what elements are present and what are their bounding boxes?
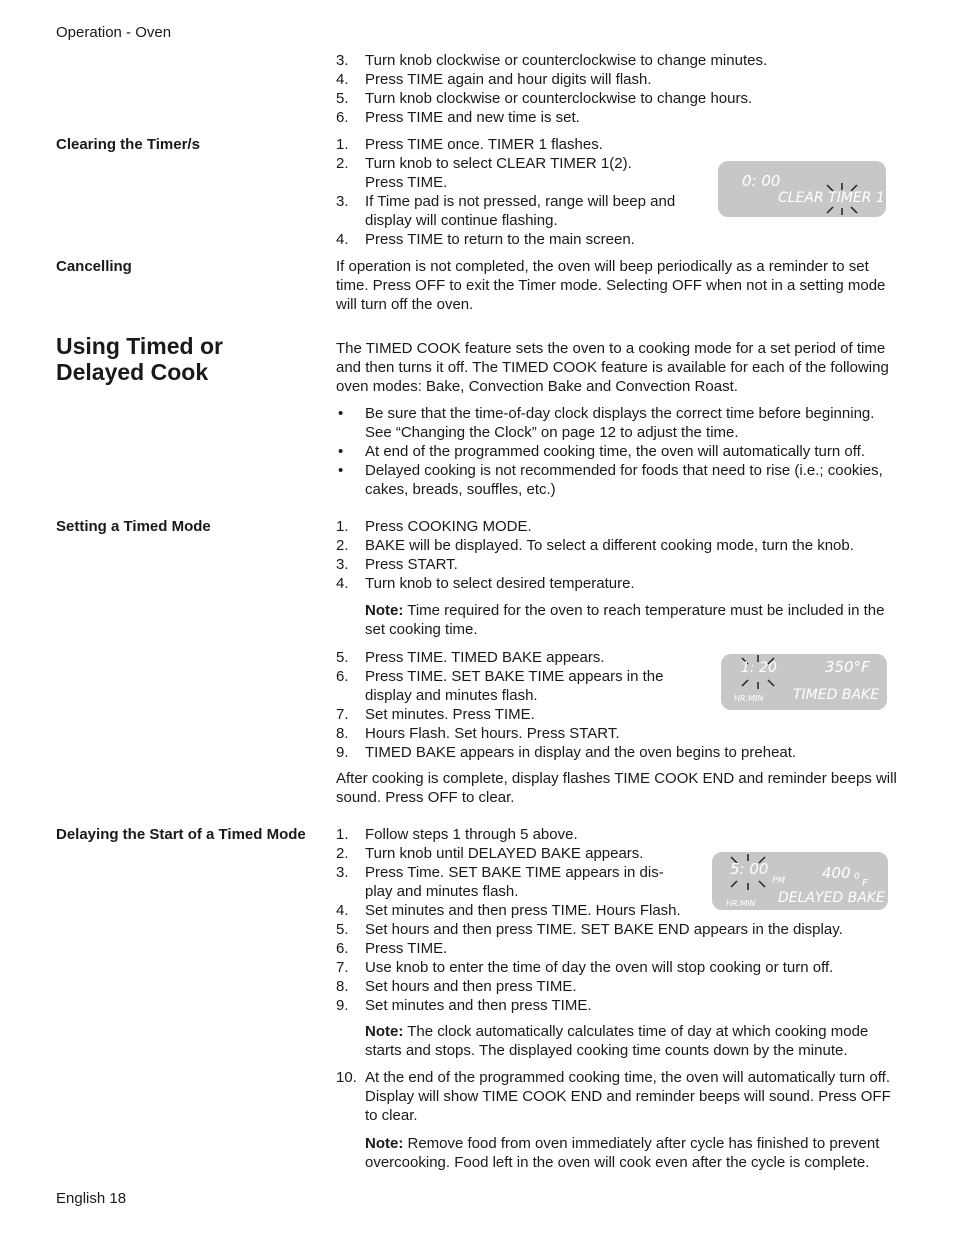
list-item: 3. If Time pad is not pressed, range will beep and display will continue flashing. bbox=[336, 193, 676, 229]
list-item: 4. Press TIME to return to the main screen. bbox=[336, 231, 635, 248]
list-item: 3. Press Time. SET BAKE TIME appears in dis-play and minutes flash. bbox=[336, 864, 664, 900]
clear-timer-display bbox=[718, 161, 886, 217]
timed-intro: The TIMED COOK feature sets the oven to a cooking mode for a set period of time and then turns it off. The TIMED COOK feature is available for each of the following oven modes: Bake, Convection Bake and Convection Roast. bbox=[336, 340, 889, 395]
page-header: Operation - Oven bbox=[56, 24, 172, 41]
page-footer: English 18 bbox=[56, 1190, 127, 1207]
delaying-note-2: Note: Remove food from oven immediately after cycle has finished to prevent overcooking. Food left in the oven will cook even after the cycle is complete. bbox=[365, 1135, 880, 1171]
display-label: TIMED BAKE bbox=[793, 687, 880, 703]
setting-note: Note: Time required for the oven to reach temperature must be included in the set cooking time. bbox=[365, 602, 885, 638]
display-temp: 350°F bbox=[825, 658, 870, 676]
list-item: • Be sure that the time-of-day clock displays the correct time before beginning. See “Changing the Clock” on page 12 to adjust the time. bbox=[338, 405, 875, 441]
list-item: 4. Press TIME again and hour digits will flash. bbox=[336, 71, 652, 88]
list-item: 3. Turn knob clockwise or counterclockwise to change minutes. bbox=[336, 52, 768, 69]
display-pm: PM bbox=[772, 876, 786, 886]
display-fahrenheit: F bbox=[862, 878, 868, 889]
list-item: 7. Set minutes. Press TIME. bbox=[336, 706, 535, 723]
display-label: CLEAR TIMER 1 bbox=[778, 190, 885, 206]
display-unit: HR:MIN bbox=[734, 694, 764, 703]
timed-bullets bbox=[336, 404, 901, 499]
setting-after: After cooking is complete, display flashes TIME COOK END and reminder beeps will sound. Press OFF to clear. bbox=[336, 770, 897, 806]
list-item: 3. Press START. bbox=[336, 556, 458, 573]
timed-bake-display bbox=[721, 654, 887, 710]
list-item: 7. Use knob to enter the time of day the oven will stop cooking or turn off. bbox=[336, 959, 834, 976]
list-item: 8. Hours Flash. Set hours. Press START. bbox=[336, 725, 620, 742]
list-item: 2. Turn knob until DELAYED BAKE appears. bbox=[336, 845, 644, 862]
display-time: 1: 20 bbox=[741, 660, 777, 676]
list-item: 9. TIMED BAKE appears in display and the oven begins to preheat. bbox=[336, 744, 797, 761]
list-item: 6. Press TIME. bbox=[336, 940, 448, 957]
cancelling-heading: Cancelling bbox=[56, 258, 132, 275]
list-item: 9. Set minutes and then press TIME. bbox=[336, 997, 592, 1014]
list-item: 10. At the end of the programmed cooking time, the oven will automatically turn off. Display will show TIME COOK END and reminder beeps will sound. Press OFF to clear. bbox=[336, 1069, 891, 1124]
list-item: 8. Set hours and then press TIME. bbox=[336, 978, 577, 995]
delaying-heading: Delaying the Start of a Timed Mode bbox=[56, 826, 306, 843]
setting-steps-a bbox=[336, 517, 901, 593]
list-item: 1. Press COOKING MODE. bbox=[336, 518, 532, 535]
display-time: 0: 00 bbox=[742, 172, 781, 190]
list-item: 4. Turn knob to select desired temperature. bbox=[336, 575, 635, 592]
list-item: 5. Set hours and then press TIME. SET BAKE END appears in the display. bbox=[336, 921, 843, 938]
clearing-heading: Clearing the Timer/s bbox=[56, 136, 200, 153]
cancelling-text: If operation is not completed, the oven will beep periodically as a reminder to set time. Press OFF to exit the Timer mode. Selecting OFF when not in a setting mode will turn off the oven. bbox=[336, 258, 886, 313]
list-item: 6. Press TIME and new time is set. bbox=[336, 109, 580, 126]
delaying-note-1: Note: The clock automatically calculates time of day at which cooking mode starts and stops. The displayed cooking time counts down by the minute. bbox=[365, 1023, 869, 1059]
delaying-step-10 bbox=[336, 1068, 901, 1125]
list-item: • At end of the programmed cooking time, the oven will automatically turn off. bbox=[338, 443, 865, 460]
display-unit: HR:MIN bbox=[726, 899, 756, 908]
clock-steps bbox=[336, 51, 901, 127]
section-title: Using Timed or Delayed Cook bbox=[56, 333, 223, 385]
delayed-bake-display bbox=[712, 852, 888, 910]
display-temp: 400 bbox=[822, 864, 851, 882]
display-time: 5: 00 bbox=[730, 860, 769, 878]
list-item: 6. Press TIME. SET BAKE TIME appears in the display and minutes flash. bbox=[336, 668, 664, 704]
setting-heading: Setting a Timed Mode bbox=[56, 518, 211, 535]
list-item: 5. Turn knob clockwise or counterclockwise to change hours. bbox=[336, 90, 753, 107]
display-label: DELAYED BAKE bbox=[778, 890, 885, 906]
flash-rays-icon bbox=[822, 181, 862, 217]
list-item: 1. Follow steps 1 through 5 above. bbox=[336, 826, 578, 843]
list-item: 2. Turn knob to select CLEAR TIMER 1(2). Press TIME. bbox=[336, 155, 632, 191]
list-item: 2. BAKE will be displayed. To select a different cooking mode, turn the knob. bbox=[336, 537, 854, 554]
list-item: • Delayed cooking is not recommended for foods that need to rise (i.e.; cookies, cakes, breads, souffles, etc.) bbox=[338, 462, 883, 498]
list-item: 4. Set minutes and then press TIME. Hours Flash. bbox=[336, 902, 681, 919]
display-degree: 0 bbox=[854, 872, 860, 882]
list-item: 5. Press TIME. TIMED BAKE appears. bbox=[336, 649, 605, 666]
list-item: 1. Press TIME once. TIMER 1 flashes. bbox=[336, 136, 603, 153]
